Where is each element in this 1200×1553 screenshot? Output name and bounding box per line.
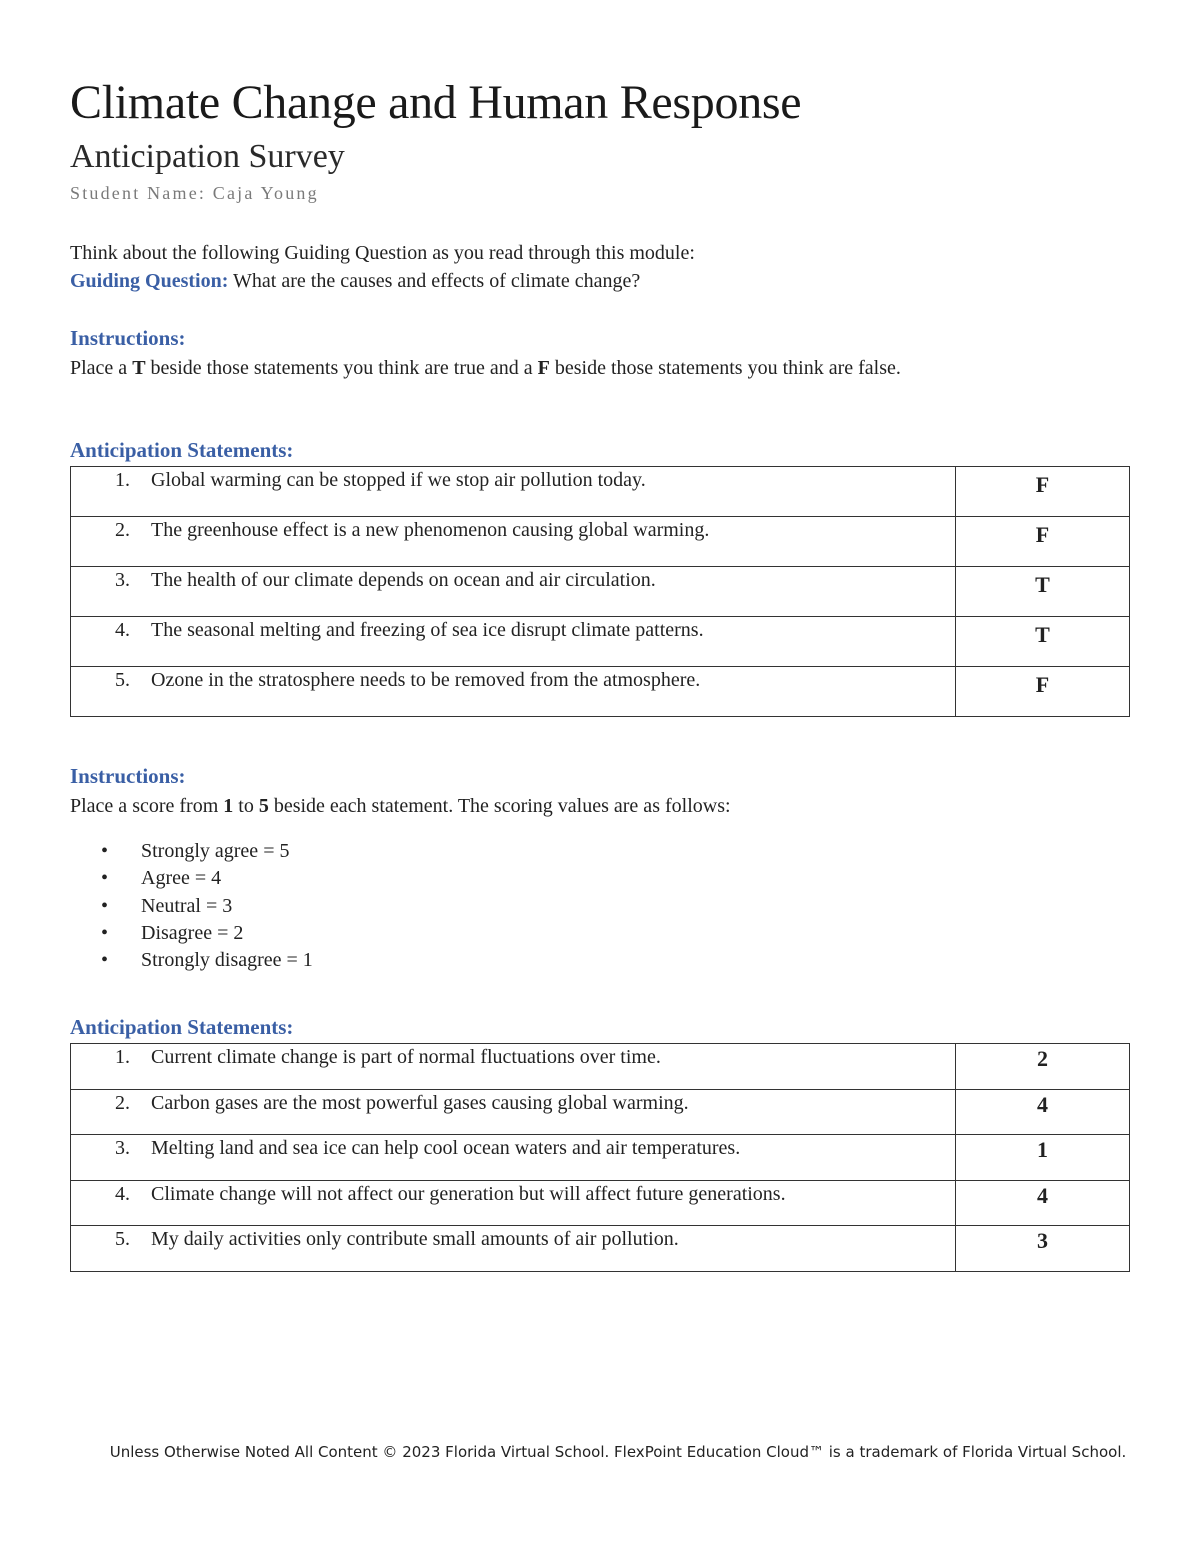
- score-cell[interactable]: 4: [956, 1089, 1130, 1135]
- instructions-text-2: Place a score from 1 to 5 beside each statement. The scoring values are as follows:: [70, 795, 731, 817]
- statements-heading-1: Anticipation Statements:: [70, 438, 294, 462]
- score-cell[interactable]: 1: [956, 1135, 1130, 1181]
- instructions-text-1: Place a T beside those statements you think are true and a F beside those statements you think are false.: [70, 357, 901, 379]
- guiding-question-label: Guiding Question:: [70, 270, 229, 292]
- document-title: Climate Change and Human Response: [70, 76, 802, 129]
- document-subtitle: Anticipation Survey: [70, 138, 345, 175]
- bullet-icon: •: [101, 894, 109, 917]
- table-row: 5. Ozone in the stratosphere needs to be removed from the atmosphere. F: [71, 667, 1130, 717]
- list-item: • Disagree = 2: [70, 920, 313, 947]
- intro-text: Think about the following Guiding Question as you read through this module:: [70, 242, 695, 264]
- table-row: 3. The health of our climate depends on ocean and air circulation. T: [71, 567, 1130, 617]
- scoring-scale-list: [70, 838, 313, 974]
- instructions-heading-1: Instructions:: [70, 326, 186, 350]
- table-row: 1. Global warming can be stopped if we stop air pollution today. F: [71, 467, 1130, 517]
- list-item: • Strongly disagree = 1: [70, 947, 313, 974]
- list-item: • Agree = 4: [70, 865, 313, 892]
- bullet-icon: •: [101, 840, 109, 862]
- answer-cell[interactable]: T: [956, 567, 1130, 617]
- table-row: 3. Melting land and sea ice can help cool ocean waters and air temperatures. 1: [71, 1135, 1130, 1181]
- table-row: 2. The greenhouse effect is a new phenomenon causing global warming. F: [71, 517, 1130, 567]
- answer-cell[interactable]: F: [956, 467, 1130, 517]
- guiding-question-text: What are the causes and effects of climate change?: [233, 270, 641, 292]
- bullet-icon: •: [101, 921, 109, 944]
- statement-text: The seasonal melting and freezing of sea ice disrupt climate patterns.: [151, 619, 704, 641]
- statement-text: Climate change will not affect our generation but will affect future generations.: [151, 1182, 786, 1205]
- bullet-icon: •: [101, 949, 109, 972]
- answer-cell[interactable]: F: [956, 517, 1130, 567]
- statement-text: Melting land and sea ice can help cool ocean waters and air temperatures.: [151, 1137, 741, 1159]
- list-item: • Neutral = 3: [70, 893, 313, 920]
- statement-text: Global warming can be stopped if we stop air pollution today.: [151, 469, 646, 491]
- statement-text: Ozone in the stratosphere needs to be removed from the atmosphere.: [151, 669, 701, 691]
- score-cell[interactable]: 2: [956, 1044, 1130, 1090]
- instructions-heading-2: Instructions:: [70, 764, 186, 788]
- true-false-table: [70, 466, 1130, 717]
- statement-text: The greenhouse effect is a new phenomenon causing global warming.: [151, 519, 710, 541]
- table-row: 4. Climate change will not affect our generation but will affect future generations. 4: [71, 1180, 1130, 1226]
- statement-text: Carbon gases are the most powerful gases causing global warming.: [151, 1091, 689, 1114]
- answer-cell[interactable]: F: [956, 667, 1130, 717]
- list-item: • Strongly agree = 5: [70, 838, 313, 865]
- table-row: 4. The seasonal melting and freezing of sea ice disrupt climate patterns. T: [71, 617, 1130, 667]
- statement-text: The health of our climate depends on ocean and air circulation.: [151, 569, 656, 591]
- statements-heading-2: Anticipation Statements:: [70, 1015, 294, 1039]
- statement-text: Current climate change is part of normal fluctuations over time.: [151, 1046, 661, 1068]
- score-table: [70, 1043, 1130, 1272]
- footer-copyright: Unless Otherwise Noted All Content © 2023 Florida Virtual School. FlexPoint Education Cloud™ is a trademark of Florida Virtual School.: [109, 1443, 1127, 1461]
- student-name: Student Name: Caja Young: [70, 183, 319, 203]
- table-row: 1. Current climate change is part of normal fluctuations over time. 2: [71, 1044, 1130, 1090]
- guiding-question: [70, 268, 640, 294]
- table-row: 5. My daily activities only contribute small amounts of air pollution. 3: [71, 1226, 1130, 1272]
- score-cell[interactable]: 3: [956, 1226, 1130, 1272]
- statement-text: My daily activities only contribute small amounts of air pollution.: [151, 1228, 679, 1250]
- table-row: 2. Carbon gases are the most powerful gases causing global warming. 4: [71, 1089, 1130, 1135]
- score-cell[interactable]: 4: [956, 1180, 1130, 1226]
- bullet-icon: •: [101, 867, 109, 890]
- answer-cell[interactable]: T: [956, 617, 1130, 667]
